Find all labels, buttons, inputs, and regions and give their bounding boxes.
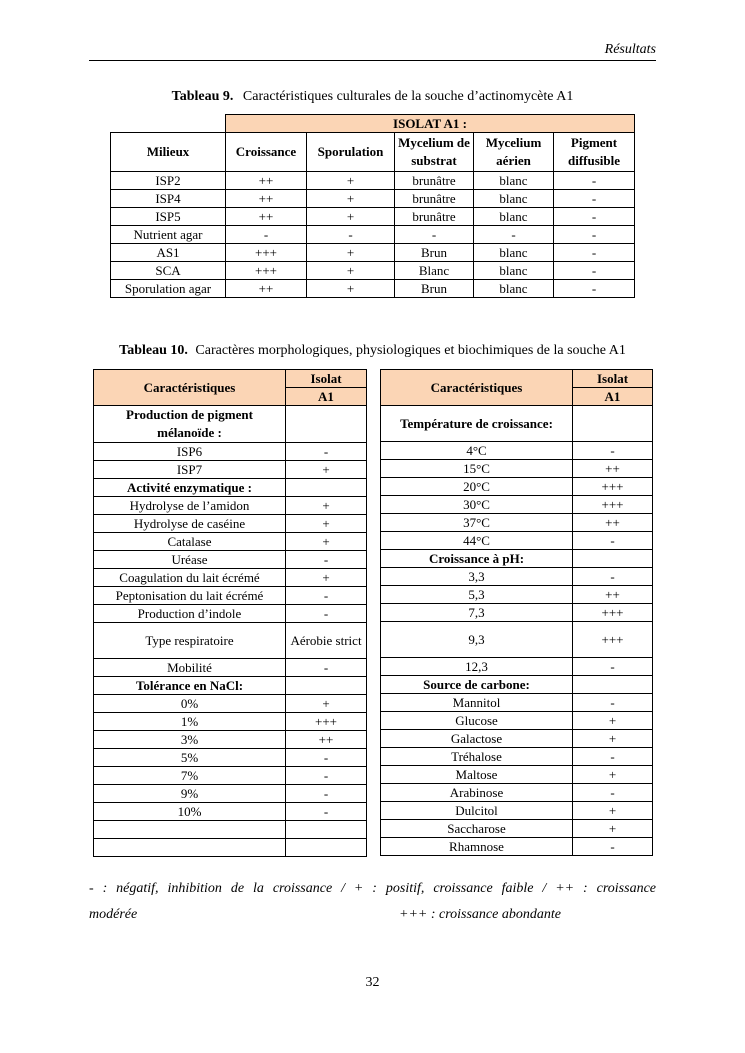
table-cell <box>286 839 367 857</box>
table-cell: Blanc <box>395 262 474 280</box>
section-heading: Température de croissance: <box>381 406 573 442</box>
table-row <box>381 802 653 820</box>
row-label: Saccharose <box>381 820 573 838</box>
row-label: Type respiratoire <box>94 623 286 659</box>
table-cell: - <box>554 172 635 190</box>
page-number: 32 <box>365 975 380 990</box>
row-label: 5% <box>94 749 286 767</box>
table10-right-col-a1: A1 <box>573 388 653 406</box>
row-label: 1% <box>94 713 286 731</box>
table-cell: ++ <box>573 514 653 532</box>
table-cell: + <box>307 190 395 208</box>
legend-abondante: +++ : croissance abondante <box>399 907 561 922</box>
table-row <box>111 172 635 190</box>
table-cell: brunâtre <box>395 190 474 208</box>
table-row <box>94 497 367 515</box>
table-cell: - <box>573 838 653 856</box>
section-heading: Source de carbone: <box>381 676 573 694</box>
table-row <box>94 677 367 695</box>
row-label: Peptonisation du lait écrémé <box>94 587 286 605</box>
row-label: 7,3 <box>381 604 573 622</box>
table-row <box>94 479 367 497</box>
row-label: Hydrolyse de caséine <box>94 515 286 533</box>
table-cell: + <box>307 262 395 280</box>
table-cell <box>573 406 653 442</box>
row-label: Galactose <box>381 730 573 748</box>
table-cell: - <box>307 226 395 244</box>
table-cell: - <box>573 748 653 766</box>
table-row <box>381 820 653 838</box>
row-label: 12,3 <box>381 658 573 676</box>
row-label: Hydrolyse de l’amidon <box>94 497 286 515</box>
table-cell: ++ <box>573 460 653 478</box>
row-label: Production d’indole <box>94 605 286 623</box>
table-cell: - <box>554 280 635 298</box>
row-label <box>94 839 286 857</box>
legend-moderee: modérée <box>89 907 138 922</box>
table10-left <box>93 369 367 857</box>
table-row <box>94 623 367 659</box>
table-cell: ++ <box>226 208 307 226</box>
row-label: 4°C <box>381 442 573 460</box>
row-label: Uréase <box>94 551 286 569</box>
table-row <box>94 785 367 803</box>
table-row <box>94 767 367 785</box>
table-row <box>111 244 635 262</box>
row-label: 3,3 <box>381 568 573 586</box>
table-row <box>381 766 653 784</box>
row-label <box>94 821 286 839</box>
table-cell: - <box>554 190 635 208</box>
row-label: ISP6 <box>94 443 286 461</box>
table-cell: - <box>554 208 635 226</box>
table-cell: - <box>573 694 653 712</box>
table-row <box>381 730 653 748</box>
table-cell <box>573 550 653 568</box>
row-label: Mobilité <box>94 659 286 677</box>
table-cell: - <box>286 443 367 461</box>
table-cell: - <box>286 551 367 569</box>
table10-left-col-a1: A1 <box>286 388 367 406</box>
row-label: 10% <box>94 803 286 821</box>
row-label: 20°C <box>381 478 573 496</box>
table-row <box>381 460 653 478</box>
legend-line2 <box>89 902 656 928</box>
table9-col-header: Croissance <box>226 133 307 172</box>
table-cell: brunâtre <box>395 172 474 190</box>
table-row <box>381 712 653 730</box>
table-row <box>381 676 653 694</box>
table-cell: Brun <box>395 244 474 262</box>
table-cell: Aérobie strict <box>286 623 367 659</box>
table10-title: Caractères morphologiques, physiologiques et biochimiques de la souche A1 <box>195 343 626 358</box>
table-cell: - <box>395 226 474 244</box>
table-row <box>381 550 653 568</box>
table-cell <box>286 677 367 695</box>
table-cell: + <box>307 208 395 226</box>
table-cell: - <box>286 605 367 623</box>
table10-caption <box>89 343 656 359</box>
row-label: Coagulation du lait écrémé <box>94 569 286 587</box>
table-row <box>381 532 653 550</box>
table-row <box>381 658 653 676</box>
table-cell: +++ <box>573 622 653 658</box>
table9-label: Tableau 9. <box>171 89 234 104</box>
row-label: 44°C <box>381 532 573 550</box>
row-label: Catalase <box>94 533 286 551</box>
table-cell: +++ <box>226 244 307 262</box>
table10-right <box>380 369 653 856</box>
row-label: 9% <box>94 785 286 803</box>
table-cell: + <box>286 533 367 551</box>
table-row <box>94 803 367 821</box>
table-row <box>94 515 367 533</box>
table-cell: + <box>286 695 367 713</box>
table-cell: blanc <box>474 172 554 190</box>
table-cell: - <box>573 568 653 586</box>
table-cell: + <box>573 766 653 784</box>
table-row <box>94 731 367 749</box>
row-label: 37°C <box>381 514 573 532</box>
table-cell: ++ <box>226 172 307 190</box>
table-cell: + <box>573 712 653 730</box>
table-row <box>111 190 635 208</box>
row-label: ISP7 <box>94 461 286 479</box>
table-cell: - <box>286 785 367 803</box>
row-label: 7% <box>94 767 286 785</box>
table-row <box>381 442 653 460</box>
table-cell: blanc <box>474 244 554 262</box>
table-cell: - <box>226 226 307 244</box>
table-row <box>111 262 635 280</box>
table-row <box>94 749 367 767</box>
table-cell: + <box>307 244 395 262</box>
table-cell: - <box>286 587 367 605</box>
table-row <box>94 839 367 857</box>
table-row <box>381 586 653 604</box>
table10-right-col-isolat: Isolat <box>573 370 653 388</box>
table-row <box>94 695 367 713</box>
table-cell: - <box>554 226 635 244</box>
table-cell: +++ <box>573 478 653 496</box>
row-label: Arabinose <box>381 784 573 802</box>
table-cell <box>286 479 367 497</box>
table-row <box>111 226 635 244</box>
table-row <box>381 514 653 532</box>
table-cell: - <box>286 749 367 767</box>
table-cell: + <box>286 461 367 479</box>
table-cell: + <box>573 730 653 748</box>
table-cell: blanc <box>474 262 554 280</box>
table-row <box>94 659 367 677</box>
table-cell: + <box>307 280 395 298</box>
table-cell: + <box>573 802 653 820</box>
section-heading: Tolérance en NaCl: <box>94 677 286 695</box>
table-row <box>381 838 653 856</box>
table-cell: - <box>474 226 554 244</box>
section-header: Résultats <box>604 42 656 57</box>
table-row <box>111 280 635 298</box>
table9-group-header: ISOLAT A1 : <box>226 115 635 133</box>
table-cell: +++ <box>226 262 307 280</box>
table-row <box>381 748 653 766</box>
row-label: ISP4 <box>111 190 226 208</box>
table-cell: blanc <box>474 280 554 298</box>
table-cell: - <box>573 658 653 676</box>
row-label: ISP2 <box>111 172 226 190</box>
table-row <box>381 496 653 514</box>
table9-corner <box>111 115 226 133</box>
header-rule <box>89 60 656 61</box>
row-label: Rhamnose <box>381 838 573 856</box>
table10-left-col-isolat: Isolat <box>286 370 367 388</box>
table-row <box>94 713 367 731</box>
table-row <box>381 622 653 658</box>
table-row <box>381 406 653 442</box>
table-row <box>94 587 367 605</box>
table-cell: + <box>573 820 653 838</box>
table-cell: ++ <box>286 731 367 749</box>
legend <box>89 876 656 928</box>
row-label: 3% <box>94 731 286 749</box>
table-cell: + <box>307 172 395 190</box>
table-cell: + <box>286 497 367 515</box>
table9-col-header: Mycelium aérien <box>474 133 554 172</box>
table10-left-col-char: Caractéristiques <box>94 370 286 406</box>
table-row <box>94 406 367 443</box>
table-cell: - <box>573 442 653 460</box>
table-cell: ++ <box>226 280 307 298</box>
table-cell: brunâtre <box>395 208 474 226</box>
table-cell: +++ <box>573 604 653 622</box>
table-cell: - <box>554 262 635 280</box>
table-row <box>94 821 367 839</box>
table-cell: + <box>286 569 367 587</box>
table9-title: Caractéristiques culturales de la souche d’actinomycète A1 <box>242 89 574 104</box>
table9-col-milieux: Milieux <box>111 133 226 172</box>
row-label: SCA <box>111 262 226 280</box>
row-label: Tréhalose <box>381 748 573 766</box>
table-cell: - <box>286 803 367 821</box>
table-cell: - <box>554 244 635 262</box>
row-label: 9,3 <box>381 622 573 658</box>
table9-caption <box>89 89 656 105</box>
row-label: ISP5 <box>111 208 226 226</box>
row-label: Dulcitol <box>381 802 573 820</box>
row-label: Glucose <box>381 712 573 730</box>
row-label: 5,3 <box>381 586 573 604</box>
row-label: Maltose <box>381 766 573 784</box>
table-cell: - <box>573 532 653 550</box>
table-cell: ++ <box>226 190 307 208</box>
table-cell: - <box>573 784 653 802</box>
table9-col-header: Sporulation <box>307 133 395 172</box>
table-cell <box>286 821 367 839</box>
table9 <box>110 114 635 298</box>
table-cell: + <box>286 515 367 533</box>
table-cell <box>286 406 367 443</box>
table9-col-header: Mycelium de substrat <box>395 133 474 172</box>
table-cell: Brun <box>395 280 474 298</box>
section-heading: Croissance à pH: <box>381 550 573 568</box>
section-heading: Production de pigment mélanoïde : <box>94 406 286 443</box>
row-label: Nutrient agar <box>111 226 226 244</box>
table-row <box>94 605 367 623</box>
table-row <box>94 461 367 479</box>
table-cell: - <box>286 659 367 677</box>
table-cell: +++ <box>573 496 653 514</box>
row-label: 30°C <box>381 496 573 514</box>
table-row <box>381 604 653 622</box>
section-heading: Activité enzymatique : <box>94 479 286 497</box>
table-row <box>381 784 653 802</box>
table-row <box>381 568 653 586</box>
table-cell: ++ <box>573 586 653 604</box>
table-cell <box>573 676 653 694</box>
row-label: 15°C <box>381 460 573 478</box>
table10-label: Tableau 10. <box>119 343 188 358</box>
table-cell: blanc <box>474 190 554 208</box>
row-label: AS1 <box>111 244 226 262</box>
table-row <box>94 551 367 569</box>
row-label: Sporulation agar <box>111 280 226 298</box>
table-row <box>381 478 653 496</box>
row-label: 0% <box>94 695 286 713</box>
table-row <box>381 694 653 712</box>
table-row <box>94 443 367 461</box>
table-row <box>94 533 367 551</box>
table10-right-col-char: Caractéristiques <box>381 370 573 406</box>
table-cell: blanc <box>474 208 554 226</box>
table-cell: - <box>286 767 367 785</box>
table-cell: +++ <box>286 713 367 731</box>
table-row <box>111 208 635 226</box>
row-label: Mannitol <box>381 694 573 712</box>
table-row <box>94 569 367 587</box>
table9-col-header: Pigment diffusible <box>554 133 635 172</box>
legend-line1: - : négatif, inhibition de la croissance / + : positif, croissance faible / ++ : croissance <box>89 881 656 896</box>
